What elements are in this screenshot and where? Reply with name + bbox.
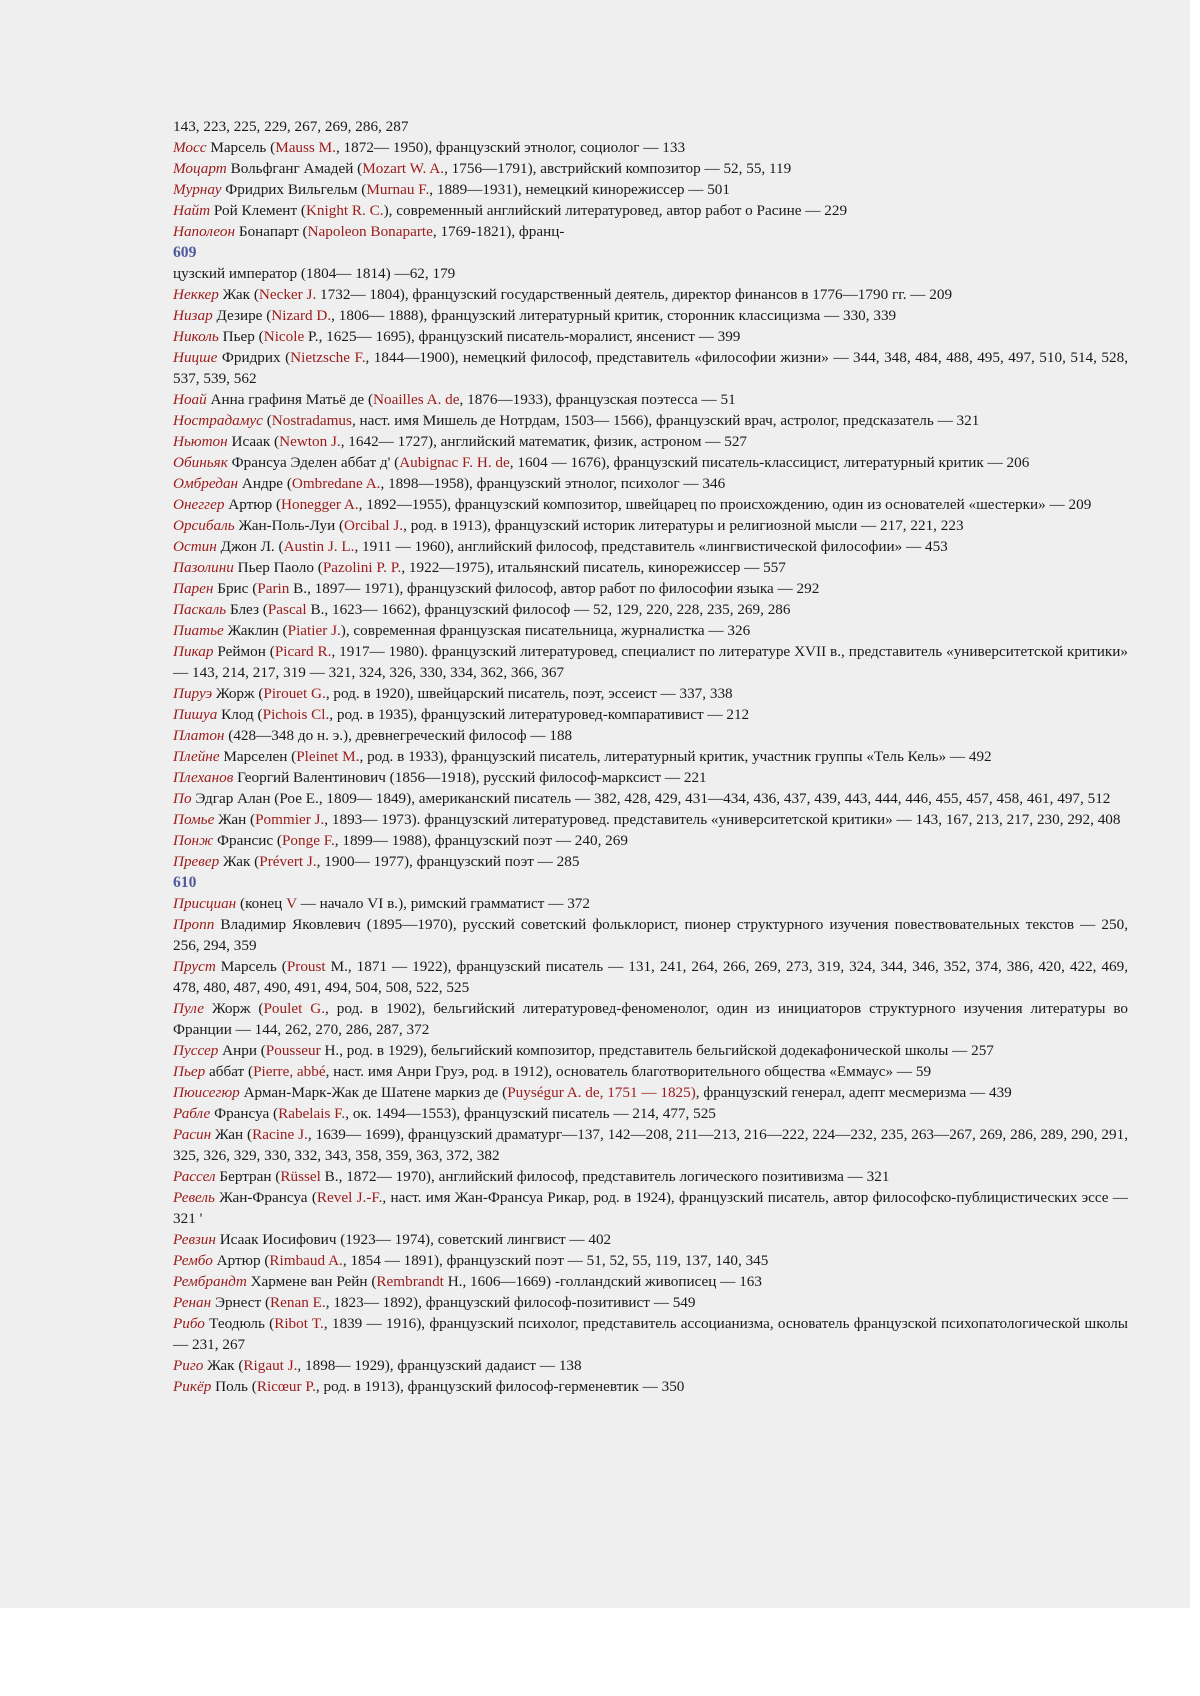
entry-text-rest: , наст. имя Мишель де Нотрдам, 1503— 1566), французский врач, астролог, предсказатель — 321 bbox=[351, 412, 980, 429]
entry-text: Брис ( bbox=[213, 580, 258, 597]
entry-name: Наполеон bbox=[173, 223, 236, 240]
entry-latin-name: Ponge F. bbox=[281, 832, 335, 849]
index-entry bbox=[173, 851, 1128, 872]
entry-latin-name: Prévert J. bbox=[259, 853, 317, 870]
entry-text-rest: 1732— 1804), французский государственный деятель, директор финансов в 1776—1790 гг. — 209 bbox=[316, 286, 953, 303]
entry-text: (428—348 до н. э.), древнегреческий философ — 188 bbox=[224, 727, 573, 744]
entry-name: Найт bbox=[173, 202, 211, 219]
index-entry bbox=[173, 557, 1128, 578]
entry-text: Клод ( bbox=[217, 706, 263, 723]
entry-text-rest: H., род. в 1929), бельгийский композитор, представитель бельгийской додекафонической школы — 257 bbox=[320, 1042, 994, 1059]
index-entry bbox=[173, 809, 1128, 830]
name-index-text bbox=[173, 116, 1128, 1397]
entry-name: Мурнау bbox=[173, 181, 222, 198]
entry-text: Фридрих Вильгельм ( bbox=[221, 181, 367, 198]
entry-text-rest: B., 1897— 1971), французский философ, автор работ по философии языка — 292 bbox=[289, 580, 820, 597]
entry-text: Фридрих ( bbox=[217, 349, 291, 366]
entry-latin-name: V bbox=[286, 895, 297, 912]
entry-text-rest: ), современный английский литературовед, автор работ о Расине — 229 bbox=[383, 202, 848, 219]
index-entry bbox=[173, 704, 1128, 725]
entry-text-rest: , 1922—1975), итальянский писатель, кинорежиссер — 557 bbox=[401, 559, 786, 576]
entry-name: Платон bbox=[173, 727, 225, 744]
entry-name: Ревзин bbox=[173, 1231, 216, 1248]
entry-latin-name: Puységur A. de, 1751 — 1825) bbox=[507, 1084, 696, 1101]
index-entry bbox=[173, 641, 1128, 683]
index-entry bbox=[173, 515, 1128, 536]
entry-latin-name: Pazolini P. P. bbox=[322, 559, 402, 576]
index-entry bbox=[173, 1040, 1128, 1061]
entry-latin-name: Pierre, abbé bbox=[253, 1063, 326, 1080]
entry-latin-name: Revel J.-F. bbox=[316, 1189, 383, 1206]
entry-text-rest: B., 1623— 1662), французский философ — 52, 129, 220, 228, 235, 269, 286 bbox=[306, 601, 791, 618]
entry-name: Пуссер bbox=[173, 1042, 219, 1059]
entry-text: Поль ( bbox=[211, 1378, 257, 1395]
page-number-label: 610 bbox=[173, 874, 197, 891]
entry-text: Исаак Иосифович (1923— 1974), советский лингвист — 402 bbox=[215, 1231, 612, 1248]
page-number bbox=[173, 872, 1128, 893]
entry-text: Франсуа ( bbox=[210, 1105, 279, 1122]
index-entry bbox=[173, 1355, 1128, 1376]
entry-text-rest: — начало VI в.), римский грамматист — 372 bbox=[296, 895, 590, 912]
entry-text: Эдгар Алан (Рое Е., 1809— 1849), американский писатель — 382, 428, 429, 431—434, 436, 437, 439, 443, 444, 446, 455, 457, 458, 461, 497, 512 bbox=[191, 790, 1111, 807]
entry-name: Парен bbox=[173, 580, 214, 597]
entry-latin-name: Nizard D. bbox=[271, 307, 332, 324]
entry-latin-name: Orcibal J. bbox=[344, 517, 404, 534]
index-entry bbox=[173, 767, 1128, 788]
entry-text-rest: M., 1871 — 1922), французский писатель — 131, 241, 264, 266, 269, 273, 319, 324, 344, 346, 352, 374, 386, 420, 422, 469, 478, 480, 487, 490, 491, 494, 504, 508, 522, 525 bbox=[173, 958, 1129, 996]
entry-name: Пюисегюр bbox=[173, 1084, 240, 1101]
entry-text-rest: , 1756—1791), австрийский композитор — 52, 55, 119 bbox=[444, 160, 792, 177]
entry-text-rest: , 1911 — 1960), английский философ, представитель «лингвистической философии» — 453 bbox=[354, 538, 948, 555]
entry-name: Пишуа bbox=[173, 706, 218, 723]
entry-text: Жан-Франсуа ( bbox=[214, 1189, 317, 1206]
entry-text-rest: , 1893— 1973). французский литературовед. представитель «университетской критики» — 143, 167, 213, 217, 230, 292, 408 bbox=[324, 811, 1121, 828]
entry-name: Рембрандт bbox=[173, 1273, 247, 1290]
entry-latin-name: Ricœur P. bbox=[256, 1378, 316, 1395]
entry-text: Блез ( bbox=[226, 601, 268, 618]
entry-text-rest: , род. в 1913), французский философ-герменевтик — 350 bbox=[315, 1378, 685, 1395]
entry-text-rest: , 1604 — 1676), французский писатель-классицист, литературный критик — 206 bbox=[509, 454, 1030, 471]
index-entry bbox=[173, 1124, 1128, 1166]
index-entry bbox=[173, 410, 1128, 431]
entry-name: Плейне bbox=[173, 748, 220, 765]
index-entry bbox=[173, 1061, 1128, 1082]
index-entry bbox=[173, 830, 1128, 851]
entry-text: Пьер ( bbox=[218, 328, 264, 345]
entry-text-rest: ), современная французская писательница, журналистка — 326 bbox=[340, 622, 751, 639]
index-entry bbox=[173, 956, 1128, 998]
entry-latin-name: Nietzsche F. bbox=[290, 349, 366, 366]
entry-text: (конец bbox=[236, 895, 287, 912]
entry-name: Неккер bbox=[173, 286, 219, 303]
entry-text: ( bbox=[262, 412, 272, 429]
index-entry bbox=[173, 1292, 1128, 1313]
entry-text-rest: , 1769-1821), франц- bbox=[432, 223, 565, 240]
index-entry bbox=[173, 347, 1128, 389]
entry-latin-name: Noailles A. de bbox=[373, 391, 460, 408]
entry-text: Георгий Валентинович (1856—1918), русский философ-марксист — 221 bbox=[233, 769, 707, 786]
entry-text: Джон Л. ( bbox=[216, 538, 284, 555]
index-entry bbox=[173, 914, 1128, 956]
entry-text-rest: , 1892—1955), французский композитор, швейцарец по происхождению, один из основателей «шестерки» — 209 bbox=[358, 496, 1092, 513]
continuation-text: 143, 223, 225, 229, 267, 269, 286, 287 bbox=[173, 118, 409, 135]
entry-latin-name: Newton J. bbox=[279, 433, 341, 450]
entry-latin-name: Pousseur bbox=[265, 1042, 321, 1059]
entry-name: Расин bbox=[173, 1126, 212, 1143]
index-entry bbox=[173, 1103, 1128, 1124]
entry-name: Омбредан bbox=[173, 475, 239, 492]
entry-text: Франсуа Эделен аббат д' ( bbox=[227, 454, 400, 471]
entry-text: Жак ( bbox=[219, 853, 260, 870]
entry-latin-name: Pirouet G. bbox=[263, 685, 326, 702]
entry-text-rest: , 1872— 1950), французский этнолог, социолог — 133 bbox=[335, 139, 686, 156]
entry-text-rest: , 1898—1958), французский этнолог, психолог — 346 bbox=[380, 475, 726, 492]
entry-name: Рембо bbox=[173, 1252, 213, 1269]
entry-text-rest: , 1806— 1888), французский литературный критик, сторонник классицизма — 330, 339 bbox=[331, 307, 897, 324]
entry-text-rest: , род. в 1920), швейцарский писатель, поэт, эссеист — 337, 338 bbox=[325, 685, 733, 702]
entry-text: Жорж ( bbox=[204, 1000, 264, 1017]
entry-text-rest: , наст. имя Жан-Франсуа Рикар, род. в 1924), французский писатель, автор философско-публицистических эссе — 321 ' bbox=[173, 1189, 1128, 1227]
entry-text: Бертран ( bbox=[215, 1168, 281, 1185]
entry-text: Артюр ( bbox=[212, 1252, 270, 1269]
entry-text-rest: , 1889—1931), немецкий кинорежиссер — 501 bbox=[429, 181, 730, 198]
entry-name: Ньютон bbox=[173, 433, 228, 450]
entry-latin-name: Rigaut J. bbox=[243, 1357, 298, 1374]
entry-text: Теодюль ( bbox=[204, 1315, 275, 1332]
entry-name: Ревель bbox=[173, 1189, 215, 1206]
entry-latin-name: Racine J. bbox=[252, 1126, 308, 1143]
entry-text-rest: B., 1872— 1970), английский философ, представитель логического позитивизма — 321 bbox=[320, 1168, 890, 1185]
entry-latin-name: Nostradamus bbox=[271, 412, 352, 429]
index-entry bbox=[173, 431, 1128, 452]
entry-text: Хармене ван Рейн ( bbox=[246, 1273, 377, 1290]
entry-text: Эрнест ( bbox=[211, 1294, 271, 1311]
entry-text-rest: , ок. 1494—1553), французский писатель — 214, 477, 525 bbox=[345, 1105, 716, 1122]
entry-name: Ноай bbox=[173, 391, 207, 408]
entry-name: Паскаль bbox=[173, 601, 227, 618]
entry-text: Пьер Паоло ( bbox=[233, 559, 323, 576]
entry-text: Жак ( bbox=[218, 286, 259, 303]
entry-latin-name: Pleinet M. bbox=[296, 748, 360, 765]
entry-name: Обиньяк bbox=[173, 454, 228, 471]
entry-latin-name: Nicole bbox=[263, 328, 305, 345]
entry-latin-name: Aubignac F. H. de bbox=[399, 454, 510, 471]
entry-text: Реймон ( bbox=[213, 643, 275, 660]
continuation-line bbox=[173, 116, 1128, 137]
entry-name: Пьер bbox=[173, 1063, 206, 1080]
entry-text-rest: , 1898— 1929), французский дадаист — 138 bbox=[297, 1357, 582, 1374]
entry-text: Анна графиня Матьё де ( bbox=[206, 391, 374, 408]
entry-name: Пазолини bbox=[173, 559, 234, 576]
entry-name: Пуле bbox=[173, 1000, 205, 1017]
entry-latin-name: Napoleon Bonaparte bbox=[307, 223, 433, 240]
entry-name: Ренан bbox=[173, 1294, 212, 1311]
entry-name: Рибо bbox=[173, 1315, 205, 1332]
entry-text-rest: , наст. имя Анри Груэ, род. в 1912), основатель благотворительного общества «Еммаус» — 59 bbox=[325, 1063, 932, 1080]
entry-latin-name: Parin bbox=[257, 580, 290, 597]
entry-name: Пруст bbox=[173, 958, 216, 975]
entry-latin-name: Rembrandt bbox=[376, 1273, 444, 1290]
index-entry bbox=[173, 893, 1128, 914]
entry-latin-name: Rimbaud A. bbox=[269, 1252, 343, 1269]
entry-text-rest: , 1854 — 1891), французский поэт — 51, 52, 55, 119, 137, 140, 345 bbox=[342, 1252, 769, 1269]
entry-text-rest: , 1823— 1892), французский философ-позитивист — 549 bbox=[325, 1294, 696, 1311]
entry-latin-name: Pommier J. bbox=[255, 811, 325, 828]
entry-text-rest: , род. в 1902), бельгийский литературовед-феноменолог, один из инициаторов структурного изучения литературы во Франции — 144, 262, 270, 286, 287, 372 bbox=[173, 1000, 1128, 1038]
continuation-text: цузский император (1804— 1814) —62, 179 bbox=[173, 265, 456, 282]
entry-text: Жорж ( bbox=[212, 685, 264, 702]
entry-name: Ницше bbox=[173, 349, 218, 366]
index-entry bbox=[173, 305, 1128, 326]
entry-latin-name: Rabelais F. bbox=[278, 1105, 346, 1122]
entry-text: Жан ( bbox=[211, 1126, 253, 1143]
entry-name: Орсибаль bbox=[173, 517, 235, 534]
index-entry bbox=[173, 1187, 1128, 1229]
entry-name: Пируэ bbox=[173, 685, 213, 702]
entry-latin-name: Mauss M. bbox=[275, 139, 336, 156]
entry-text: Марсель ( bbox=[215, 958, 287, 975]
entry-name: Остин bbox=[173, 538, 217, 555]
index-entry bbox=[173, 137, 1128, 158]
index-entry bbox=[173, 1250, 1128, 1271]
entry-text: Марселен ( bbox=[219, 748, 297, 765]
entry-text-rest: , род. в 1933), французский писатель, литературный критик, участник группы «Тель Кель» — 492 bbox=[359, 748, 992, 765]
index-entry bbox=[173, 1166, 1128, 1187]
entry-latin-name: Austin J. L. bbox=[283, 538, 355, 555]
entry-text: Артюр ( bbox=[224, 496, 282, 513]
index-entry bbox=[173, 389, 1128, 410]
entry-latin-name: Mozart W. A. bbox=[362, 160, 445, 177]
entry-name: Онеггер bbox=[173, 496, 225, 513]
entry-text: Жан ( bbox=[214, 811, 256, 828]
entry-text-rest: , 1900— 1977), французский поэт — 285 bbox=[316, 853, 580, 870]
entry-name: Присциан bbox=[173, 895, 237, 912]
entry-text: Исаак ( bbox=[227, 433, 280, 450]
entry-text-rest: , 1639— 1699), французский драматург—137, 142—208, 211—213, 216—222, 224—232, 235, 263—267, 269, 286, 289, 290, 291, 325, 326, 329, 330, 332, 343, 358, 359, 363, 372, 382 bbox=[173, 1126, 1129, 1164]
index-entry bbox=[173, 1271, 1128, 1292]
entry-name: Пикар bbox=[173, 643, 214, 660]
index-entry bbox=[173, 599, 1128, 620]
entry-text-rest: P., 1625— 1695), французский писатель-моралист, янсенист — 399 bbox=[304, 328, 741, 345]
entry-name: Помье bbox=[173, 811, 215, 828]
entry-text-rest: , французский генерал, адепт месмеризма — 439 bbox=[695, 1084, 1012, 1101]
entry-text-rest: , 1899— 1988), французский поэт — 240, 269 bbox=[334, 832, 628, 849]
entry-text: Вольфганг Амадей ( bbox=[226, 160, 363, 177]
entry-text-rest: , 1917— 1980). французский литературовед, специалист по литературе XVII в., представитель «университетской критики» — 143, 214, 217, 319 — 321, 324, 326, 330, 334, 362, 366, 367 bbox=[173, 643, 1128, 681]
index-entry bbox=[173, 1376, 1128, 1397]
entry-text: Жан-Поль-Луи ( bbox=[234, 517, 345, 534]
entry-latin-name: Poulet G. bbox=[263, 1000, 325, 1017]
index-entry bbox=[173, 158, 1128, 179]
index-entry bbox=[173, 683, 1128, 704]
entry-text-rest: , 1642— 1727), английский математик, физик, астроном — 527 bbox=[340, 433, 748, 450]
entry-latin-name: Proust bbox=[286, 958, 326, 975]
entry-latin-name: Renan E. bbox=[270, 1294, 326, 1311]
index-entry bbox=[173, 536, 1128, 557]
entry-name: Риго bbox=[173, 1357, 204, 1374]
entry-name: По bbox=[173, 790, 192, 807]
index-entry bbox=[173, 1082, 1128, 1103]
entry-latin-name: Ombredane A. bbox=[291, 475, 381, 492]
entry-text-rest: , род. в 1935), французский литературовед-компаративист — 212 bbox=[329, 706, 750, 723]
entry-text: Бонапарт ( bbox=[235, 223, 308, 240]
entry-name: Рабле bbox=[173, 1105, 211, 1122]
entry-name: Мосс bbox=[173, 139, 207, 156]
entry-name: Понж bbox=[173, 832, 214, 849]
entry-text: Андре ( bbox=[238, 475, 292, 492]
index-entry bbox=[173, 284, 1128, 305]
entry-text: аббат ( bbox=[205, 1063, 254, 1080]
page-number-label: 609 bbox=[173, 244, 197, 261]
index-entry bbox=[173, 179, 1128, 200]
entry-latin-name: Murnau F. bbox=[366, 181, 430, 198]
entry-name: Рассел bbox=[173, 1168, 216, 1185]
entry-latin-name: Knight R. C. bbox=[305, 202, 384, 219]
entry-text-rest: , 1844—1900), немецкий философ, представитель «философии жизни» — 344, 348, 484, 488, 495, 497, 510, 514, 528, 537, 539, 562 bbox=[173, 349, 1128, 387]
entry-text-rest: , 1876—1933), французская поэтесса — 51 bbox=[459, 391, 736, 408]
entry-latin-name: Honegger A. bbox=[281, 496, 359, 513]
entry-latin-name: Pascal bbox=[267, 601, 307, 618]
entry-name: Превер bbox=[173, 853, 220, 870]
continuation-line bbox=[173, 263, 1128, 284]
entry-text: Жак ( bbox=[203, 1357, 244, 1374]
index-entry bbox=[173, 620, 1128, 641]
index-entry bbox=[173, 725, 1128, 746]
entry-name: Моцарт bbox=[173, 160, 227, 177]
entry-latin-name: Piatier J. bbox=[287, 622, 341, 639]
page-number bbox=[173, 242, 1128, 263]
entry-name: Низар bbox=[173, 307, 213, 324]
index-entry bbox=[173, 473, 1128, 494]
entry-name: Пропп bbox=[173, 916, 215, 933]
index-entry bbox=[173, 788, 1128, 809]
entry-text: Марсель ( bbox=[206, 139, 276, 156]
index-entry bbox=[173, 746, 1128, 767]
entry-text-rest: , 1839 — 1916), французский психолог, представитель ассоцианизма, основатель французской психопатологической школы — 231, 267 bbox=[173, 1315, 1128, 1353]
entry-text: Владимир Яковлевич (1895—1970), русский советский фольклорист, пионер структурного изучения повествовательных текстов — 250, 256, 294, 359 bbox=[173, 916, 1128, 954]
entry-text: Рой Клемент ( bbox=[210, 202, 306, 219]
entry-latin-name: Necker J. bbox=[258, 286, 317, 303]
entry-text-rest: H., 1606—1669) -голландский живописец — 163 bbox=[443, 1273, 762, 1290]
index-entry bbox=[173, 326, 1128, 347]
entry-text-rest: , род. в 1913), французский историк литературы и религиозной мысли — 217, 221, 223 bbox=[403, 517, 964, 534]
index-entry bbox=[173, 1229, 1128, 1250]
index-entry bbox=[173, 494, 1128, 515]
index-entry bbox=[173, 221, 1128, 242]
entry-latin-name: Picard R. bbox=[274, 643, 332, 660]
entry-name: Пиатье bbox=[173, 622, 224, 639]
index-entry bbox=[173, 452, 1128, 473]
index-entry bbox=[173, 578, 1128, 599]
index-entry bbox=[173, 200, 1128, 221]
entry-text: Дезире ( bbox=[212, 307, 272, 324]
entry-name: Николь bbox=[173, 328, 219, 345]
entry-text: Жаклин ( bbox=[223, 622, 288, 639]
entry-name: Рикёр bbox=[173, 1378, 212, 1395]
entry-name: Нострадамус bbox=[173, 412, 263, 429]
entry-latin-name: Ribot T. bbox=[274, 1315, 324, 1332]
entry-text: Арман-Марк-Жак де Шатене маркиз де ( bbox=[239, 1084, 508, 1101]
entry-text: Анри ( bbox=[218, 1042, 266, 1059]
entry-latin-name: Rüssel bbox=[280, 1168, 321, 1185]
entry-latin-name: Pichois Cl. bbox=[262, 706, 330, 723]
entry-name: Плеханов bbox=[173, 769, 234, 786]
entry-text: Франсис ( bbox=[213, 832, 282, 849]
index-entry bbox=[173, 1313, 1128, 1355]
index-entry bbox=[173, 998, 1128, 1040]
